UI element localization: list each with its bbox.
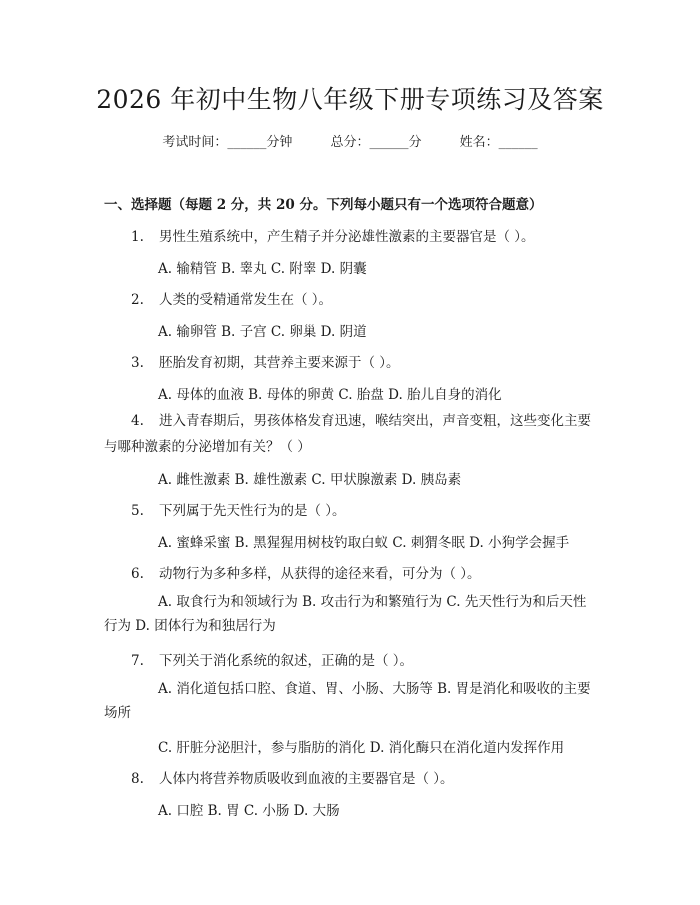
question-number: 2. <box>131 292 144 308</box>
question-number: 1. <box>131 229 144 245</box>
question-6 <box>131 562 481 582</box>
question-6-options: A. 取食行为和领域行为 B. 攻击行为和繁殖行为 C. 先天性行为和后天性行为 D. 团体行为和独居行为 <box>104 594 587 634</box>
question-number: 4. <box>131 413 144 429</box>
question-5-options: A. 蜜蜂采蜜 B. 黑猩猩用树枝钓取白蚁 C. 刺猬冬眠 D. 小狗学会握手 <box>158 535 570 551</box>
question-text: 男性生殖系统中，产生精子并分泌雄性激素的主要器官是（ ）。 <box>159 229 535 245</box>
question-text: 下列关于消化系统的叙述，正确的是（ ）。 <box>159 653 414 669</box>
question-8 <box>131 767 454 787</box>
question-2 <box>131 288 332 308</box>
question-2-options: A. 输卵管 B. 子宫 C. 卵巢 D. 阴道 <box>158 324 367 340</box>
question-number: 3. <box>131 355 144 371</box>
question-1 <box>131 225 535 245</box>
question-7-options-cd: C. 肝脏分泌胆汁，参与脂肪的消化 D. 消化酶只在消化道内发挥作用 <box>158 740 565 756</box>
question-3-options: A. 母体的血液 B. 母体的卵黄 C. 胎盘 D. 胎儿自身的消化 <box>158 387 502 403</box>
question-1-options: A. 输精管 B. 睾丸 C. 附睾 D. 阴囊 <box>158 261 367 277</box>
question-text: 人类的受精通常发生在（ ）。 <box>159 292 333 308</box>
section-heading: 一、选择题（每题 2 分，共 20 分。下列每小题只有一个选项符合题意） <box>104 197 543 213</box>
exam-meta <box>0 131 700 150</box>
question-number: 8. <box>131 771 144 787</box>
question-7-options-ab: A. 消化道包括口腔、食道、胃、小肠、大肠等 B. 胃是消化和吸收的主要场所 <box>104 681 591 721</box>
question-text: 动物行为多种多样，从获得的途径来看，可分为（ ）。 <box>159 566 481 582</box>
question-8-options: A. 口腔 B. 胃 C. 小肠 D. 大肠 <box>158 803 340 819</box>
question-text: 进入青春期后，男孩体格发育迅速，喉结突出，声音变粗，这些变化主要与哪种激素的分泌增加有关？（ ） <box>104 413 591 455</box>
exam-time: 考试时间：______分钟 <box>162 135 293 150</box>
question-number: 5. <box>131 503 144 519</box>
question-7 <box>131 649 413 669</box>
question-5 <box>131 499 346 519</box>
question-text: 人体内将营养物质吸收到血液的主要器官是（ ）。 <box>159 771 454 787</box>
question-text: 下列属于先天性行为的是（ ）。 <box>159 503 346 519</box>
exam-total-score: 总分：______分 <box>330 135 422 150</box>
question-number: 6. <box>131 566 144 582</box>
question-4-options: A. 雌性激素 B. 雄性激素 C. 甲状腺激素 D. 胰岛素 <box>158 472 462 488</box>
page-title: 2026 年初中生物八年级下册专项练习及答案 <box>96 85 604 114</box>
question-text: 胚胎发育初期，其营养主要来源于（ ）。 <box>159 355 400 371</box>
question-3 <box>131 351 400 371</box>
question-number: 7. <box>131 653 144 669</box>
question-4 <box>104 408 602 460</box>
exam-name-field: 姓名：______ <box>459 135 538 150</box>
